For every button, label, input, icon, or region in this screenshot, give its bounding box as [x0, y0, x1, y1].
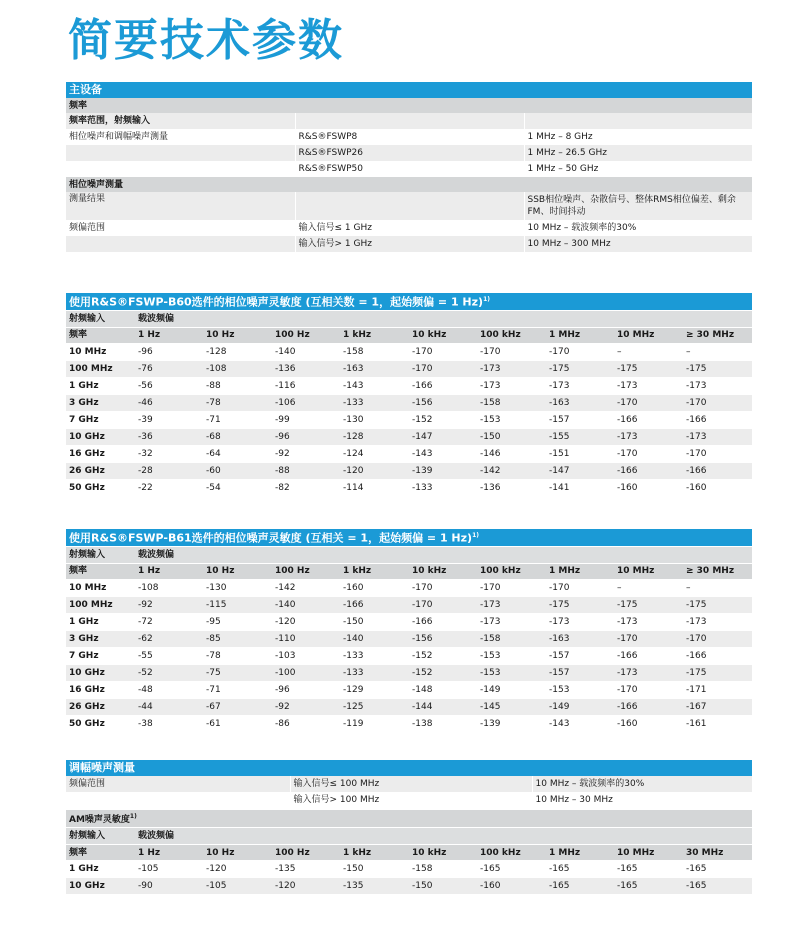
table-cell: -150	[340, 861, 409, 878]
table-cell: -166	[683, 462, 752, 479]
table-cell: -149	[546, 698, 614, 715]
offset-label: 频偏范围	[66, 220, 295, 236]
table-cell: -110	[272, 630, 340, 647]
table-row	[66, 377, 752, 394]
carrier-offset-label: 载波频偏	[135, 828, 752, 845]
table-cell: -92	[272, 698, 340, 715]
table-cell: –	[614, 579, 683, 596]
table-cell: -173	[614, 613, 683, 630]
am-offset-table	[66, 760, 752, 808]
column-header: 10 MHz	[614, 845, 683, 861]
result-label: 测量结果	[66, 192, 295, 220]
table-row	[66, 681, 752, 698]
am-offset-value: 10 MHz – 30 MHz	[532, 792, 752, 808]
table-cell: -147	[546, 462, 614, 479]
frequency-label: 频率	[66, 327, 135, 343]
table-cell: -48	[135, 681, 203, 698]
table-cell: -142	[272, 579, 340, 596]
table-cell: -152	[409, 647, 477, 664]
table-cell: -163	[340, 360, 409, 377]
column-header: 10 MHz	[614, 327, 683, 343]
table-cell: -85	[203, 630, 272, 647]
table-cell: -71	[203, 681, 272, 698]
table-cell: -130	[203, 579, 272, 596]
table-row	[66, 579, 752, 596]
table-cell: -150	[340, 613, 409, 630]
table-cell: -173	[614, 664, 683, 681]
am-sensitivity-table	[66, 810, 752, 895]
table-cell: -153	[477, 411, 546, 428]
table-row	[66, 630, 752, 647]
table-cell: -106	[272, 394, 340, 411]
table-cell: -95	[203, 613, 272, 630]
table-cell: -152	[409, 664, 477, 681]
column-header: ≥ 30 MHz	[683, 327, 752, 343]
column-header: 1 kHz	[340, 563, 409, 579]
table-cell: -175	[614, 596, 683, 613]
b61-sensitivity-table	[66, 529, 752, 733]
frequency-label: 频率	[66, 563, 135, 579]
offset-value: 10 MHz – 300 MHz	[524, 236, 752, 252]
b61-title: 使用R&S®FSWP-B61选件的相位噪声灵敏度 (互相关 = 1，起始频偏 = 1 Hz)	[69, 531, 473, 545]
table-cell: -170	[409, 579, 477, 596]
table-cell: -165	[477, 861, 546, 878]
table-cell: -173	[477, 613, 546, 630]
row-frequency: 10 GHz	[66, 428, 135, 445]
column-header: 10 MHz	[614, 563, 683, 579]
table-cell: -161	[683, 715, 752, 732]
table-cell: -64	[203, 445, 272, 462]
offset-cond: 输入信号≤ 1 GHz	[295, 220, 524, 236]
table-cell: -165	[546, 878, 614, 895]
table-row	[66, 878, 752, 895]
column-header: 100 Hz	[272, 845, 340, 861]
table-cell: -150	[477, 428, 546, 445]
column-header: 30 MHz	[683, 845, 752, 861]
table-cell: -160	[614, 715, 683, 732]
table-cell: -170	[477, 579, 546, 596]
table-cell: -116	[272, 377, 340, 394]
table-cell: -128	[203, 343, 272, 360]
row-frequency: 10 GHz	[66, 878, 135, 895]
table-cell: -103	[272, 647, 340, 664]
table-cell: -143	[340, 377, 409, 394]
table-cell: -61	[203, 715, 272, 732]
table-cell: -175	[683, 360, 752, 377]
model-range: 1 MHz – 50 GHz	[524, 161, 752, 177]
table-cell: -171	[683, 681, 752, 698]
table-cell: -166	[614, 462, 683, 479]
b61-header	[66, 529, 752, 546]
table-cell: -135	[340, 878, 409, 895]
table-cell: -133	[409, 479, 477, 496]
footnote-mark: 1)	[472, 532, 479, 539]
table-cell: -96	[135, 343, 203, 360]
column-header: 10 Hz	[203, 327, 272, 343]
table-cell: -54	[203, 479, 272, 496]
table-cell: -165	[614, 861, 683, 878]
table-cell: -170	[683, 394, 752, 411]
table-cell: -92	[135, 596, 203, 613]
table-cell: -86	[272, 715, 340, 732]
table-row	[66, 664, 752, 681]
table-cell: -75	[203, 664, 272, 681]
table-cell: -166	[614, 647, 683, 664]
table-cell: -76	[135, 360, 203, 377]
row-frequency: 16 GHz	[66, 681, 135, 698]
table-cell: -148	[409, 681, 477, 698]
table-cell: -150	[409, 878, 477, 895]
table-cell: -160	[683, 479, 752, 496]
column-header: 1 Hz	[135, 327, 203, 343]
table-cell: -120	[203, 861, 272, 878]
table-cell: -136	[477, 479, 546, 496]
table-cell: -140	[272, 343, 340, 360]
table-cell: -143	[409, 445, 477, 462]
column-header: 100 kHz	[477, 845, 546, 861]
main-device-table	[66, 82, 752, 252]
table-cell: -133	[340, 647, 409, 664]
carrier-offset-label: 载波频偏	[135, 310, 752, 327]
table-cell: -173	[683, 613, 752, 630]
table-cell: -133	[340, 664, 409, 681]
footnote-mark: 1)	[483, 296, 490, 303]
column-header: 10 Hz	[203, 563, 272, 579]
table-cell: -56	[135, 377, 203, 394]
table-cell: -130	[340, 411, 409, 428]
table-cell: -88	[203, 377, 272, 394]
table-cell: -62	[135, 630, 203, 647]
table-cell: -143	[546, 715, 614, 732]
table-cell: -28	[135, 462, 203, 479]
table-cell: -100	[272, 664, 340, 681]
column-header: 100 kHz	[477, 327, 546, 343]
table-cell: -149	[477, 681, 546, 698]
table-cell: -133	[340, 394, 409, 411]
table-cell: -114	[340, 479, 409, 496]
offset-value: 10 MHz – 载波频率的30%	[524, 220, 752, 236]
table-row	[66, 394, 752, 411]
table-row	[66, 462, 752, 479]
table-cell: -170	[409, 343, 477, 360]
pn-header: 相位噪声测量	[66, 177, 752, 192]
table-cell: -170	[477, 343, 546, 360]
table-cell: -124	[340, 445, 409, 462]
table-cell: -36	[135, 428, 203, 445]
table-cell: -96	[272, 428, 340, 445]
row-frequency: 100 MHz	[66, 596, 135, 613]
row-frequency: 26 GHz	[66, 462, 135, 479]
table-cell: -160	[340, 579, 409, 596]
b60-sensitivity-table	[66, 293, 752, 497]
table-cell: -68	[203, 428, 272, 445]
table-cell: -145	[477, 698, 546, 715]
table-cell: -173	[477, 360, 546, 377]
table-cell: -157	[546, 647, 614, 664]
table-cell: -175	[683, 596, 752, 613]
frequency-label: 频率	[66, 845, 135, 861]
table-cell: -139	[409, 462, 477, 479]
table-cell: -136	[272, 360, 340, 377]
table-cell: –	[683, 343, 752, 360]
table-cell: -153	[477, 647, 546, 664]
table-row	[66, 698, 752, 715]
table-cell: -163	[546, 630, 614, 647]
row-frequency: 16 GHz	[66, 445, 135, 462]
table-cell: -165	[614, 878, 683, 895]
column-header: 10 kHz	[409, 845, 477, 861]
table-cell: -170	[409, 360, 477, 377]
offset-cond: 输入信号> 1 GHz	[295, 236, 524, 252]
table-cell: -32	[135, 445, 203, 462]
table-cell: -170	[614, 445, 683, 462]
table-cell: -170	[614, 630, 683, 647]
table-cell: -158	[340, 343, 409, 360]
table-cell: -173	[614, 428, 683, 445]
table-cell: -88	[272, 462, 340, 479]
table-cell: -99	[272, 411, 340, 428]
carrier-offset-label: 载波频偏	[135, 546, 752, 563]
table-cell: -157	[546, 664, 614, 681]
table-cell: -156	[409, 630, 477, 647]
table-cell: -120	[272, 613, 340, 630]
table-cell: -44	[135, 698, 203, 715]
rf-input-label: 射频输入	[66, 828, 135, 845]
table-cell: -170	[546, 579, 614, 596]
table-cell: -157	[546, 411, 614, 428]
row-frequency: 50 GHz	[66, 479, 135, 496]
column-header: 10 kHz	[409, 563, 477, 579]
table-cell: -166	[683, 647, 752, 664]
footnote-mark: 1)	[129, 813, 137, 820]
table-cell: -166	[683, 411, 752, 428]
table-cell: -108	[135, 579, 203, 596]
table-cell: -170	[683, 445, 752, 462]
table-cell: -173	[477, 377, 546, 394]
am-col-header-row	[66, 845, 752, 861]
table-cell: -173	[683, 377, 752, 394]
table-cell: -170	[683, 630, 752, 647]
table-cell: -38	[135, 715, 203, 732]
table-cell: –	[683, 579, 752, 596]
freq-header: 频率	[66, 98, 752, 113]
row-frequency: 26 GHz	[66, 698, 135, 715]
table-cell: -173	[546, 613, 614, 630]
table-cell: -153	[546, 681, 614, 698]
pn-row-label: 相位噪声和调幅噪声测量	[66, 129, 295, 145]
table-cell: -138	[409, 715, 477, 732]
model-name: R&S®FSWP50	[295, 161, 524, 177]
table-cell: -166	[614, 698, 683, 715]
rf-input-label: 射频输入	[66, 546, 135, 563]
table-cell: -165	[683, 861, 752, 878]
table-cell: -175	[683, 664, 752, 681]
table-cell: -140	[272, 596, 340, 613]
table-cell: -163	[546, 394, 614, 411]
table-cell: -142	[477, 462, 546, 479]
table-cell: -175	[546, 596, 614, 613]
table-cell: -55	[135, 647, 203, 664]
row-frequency: 1 GHz	[66, 861, 135, 878]
page-title: 简要技术参数	[68, 15, 344, 66]
rf-input-label: 射频输入	[66, 310, 135, 327]
table-row	[66, 360, 752, 377]
table-cell: -166	[409, 613, 477, 630]
table-cell: -125	[340, 698, 409, 715]
b60-col-header-row	[66, 327, 752, 343]
column-header: 1 kHz	[340, 327, 409, 343]
table-cell: -71	[203, 411, 272, 428]
row-frequency: 1 GHz	[66, 377, 135, 394]
row-frequency: 3 GHz	[66, 394, 135, 411]
table-cell: -173	[546, 377, 614, 394]
model-name: R&S®FSWP8	[295, 129, 524, 145]
table-cell: -160	[477, 878, 546, 895]
table-cell: -96	[272, 681, 340, 698]
table-cell: -105	[203, 878, 272, 895]
table-cell: -144	[409, 698, 477, 715]
table-cell: -152	[409, 411, 477, 428]
table-cell: -166	[409, 377, 477, 394]
table-cell: -39	[135, 411, 203, 428]
am-offset-cond: 输入信号≤ 100 MHz	[290, 776, 532, 792]
am-offset-label: 频偏范围	[66, 776, 290, 792]
table-cell: -146	[477, 445, 546, 462]
am-offset-value: 10 MHz – 载波频率的30%	[532, 776, 752, 792]
column-header: 100 Hz	[272, 327, 340, 343]
table-cell: -173	[477, 596, 546, 613]
table-cell: -166	[614, 411, 683, 428]
table-cell: -119	[340, 715, 409, 732]
table-cell: -140	[340, 630, 409, 647]
table-cell: -155	[546, 428, 614, 445]
column-header: 1 MHz	[546, 563, 614, 579]
row-frequency: 3 GHz	[66, 630, 135, 647]
table-cell: -151	[546, 445, 614, 462]
table-cell: -60	[203, 462, 272, 479]
table-cell: -115	[203, 596, 272, 613]
table-row	[66, 445, 752, 462]
b60-header	[66, 293, 752, 310]
table-row	[66, 647, 752, 664]
table-cell: -90	[135, 878, 203, 895]
model-range: 1 MHz – 26.5 GHz	[524, 145, 752, 161]
table-cell: -165	[683, 878, 752, 895]
row-frequency: 1 GHz	[66, 613, 135, 630]
table-cell: -120	[340, 462, 409, 479]
main-device-header	[66, 82, 752, 98]
table-row	[66, 343, 752, 360]
row-frequency: 100 MHz	[66, 360, 135, 377]
table-cell: -175	[546, 360, 614, 377]
table-cell: -135	[272, 861, 340, 878]
model-name: R&S®FSWP26	[295, 145, 524, 161]
row-frequency: 50 GHz	[66, 715, 135, 732]
table-cell: -170	[614, 681, 683, 698]
table-cell: -153	[477, 664, 546, 681]
table-cell: -158	[409, 861, 477, 878]
row-frequency: 7 GHz	[66, 411, 135, 428]
table-cell: -167	[683, 698, 752, 715]
table-cell: –	[614, 343, 683, 360]
range-header: 频率范围，射频输入	[66, 113, 295, 129]
table-cell: -105	[135, 861, 203, 878]
table-cell: -170	[546, 343, 614, 360]
column-header: 100 Hz	[272, 563, 340, 579]
b61-col-header-row	[66, 563, 752, 579]
column-header: 10 Hz	[203, 845, 272, 861]
table-row	[66, 861, 752, 878]
row-frequency: 10 GHz	[66, 664, 135, 681]
table-cell: -160	[614, 479, 683, 496]
table-cell: -78	[203, 394, 272, 411]
main-device-title: 主设备	[66, 82, 752, 98]
model-range: 1 MHz – 8 GHz	[524, 129, 752, 145]
table-cell: -72	[135, 613, 203, 630]
table-cell: -166	[340, 596, 409, 613]
table-cell: -129	[340, 681, 409, 698]
table-cell: -165	[546, 861, 614, 878]
row-frequency: 7 GHz	[66, 647, 135, 664]
table-row	[66, 411, 752, 428]
table-cell: -22	[135, 479, 203, 496]
table-cell: -92	[272, 445, 340, 462]
am-sens-title: AM噪声灵敏度	[69, 815, 130, 825]
table-cell: -78	[203, 647, 272, 664]
column-header: 1 Hz	[135, 563, 203, 579]
table-cell: -173	[614, 377, 683, 394]
table-row	[66, 596, 752, 613]
am-offset-cond: 输入信号> 100 MHz	[290, 792, 532, 808]
table-cell: -120	[272, 878, 340, 895]
column-header: ≥ 30 MHz	[683, 563, 752, 579]
table-cell: -128	[340, 428, 409, 445]
table-cell: -141	[546, 479, 614, 496]
table-cell: -158	[477, 630, 546, 647]
column-header: 1 MHz	[546, 327, 614, 343]
table-row	[66, 613, 752, 630]
column-header: 100 kHz	[477, 563, 546, 579]
table-cell: -175	[614, 360, 683, 377]
table-row	[66, 479, 752, 496]
am-title: 调幅噪声测量	[66, 760, 752, 776]
table-row	[66, 715, 752, 732]
column-header: 1 Hz	[135, 845, 203, 861]
table-cell: -52	[135, 664, 203, 681]
table-cell: -170	[409, 596, 477, 613]
table-cell: -46	[135, 394, 203, 411]
column-header: 1 MHz	[546, 845, 614, 861]
result-value: SSB相位噪声、杂散信号、整体RMS相位偏差、剩余FM、时间抖动	[524, 192, 752, 220]
table-cell: -170	[614, 394, 683, 411]
table-cell: -147	[409, 428, 477, 445]
b60-title: 使用R&S®FSWP-B60选件的相位噪声灵敏度 (互相关数 = 1，起始频偏 = 1 Hz)	[69, 295, 484, 309]
table-cell: -82	[272, 479, 340, 496]
table-cell: -67	[203, 698, 272, 715]
table-cell: -158	[477, 394, 546, 411]
column-header: 10 kHz	[409, 327, 477, 343]
row-frequency: 10 MHz	[66, 343, 135, 360]
table-cell: -173	[683, 428, 752, 445]
row-frequency: 10 MHz	[66, 579, 135, 596]
table-row	[66, 428, 752, 445]
column-header: 1 kHz	[340, 845, 409, 861]
table-cell: -156	[409, 394, 477, 411]
table-cell: -108	[203, 360, 272, 377]
table-cell: -139	[477, 715, 546, 732]
